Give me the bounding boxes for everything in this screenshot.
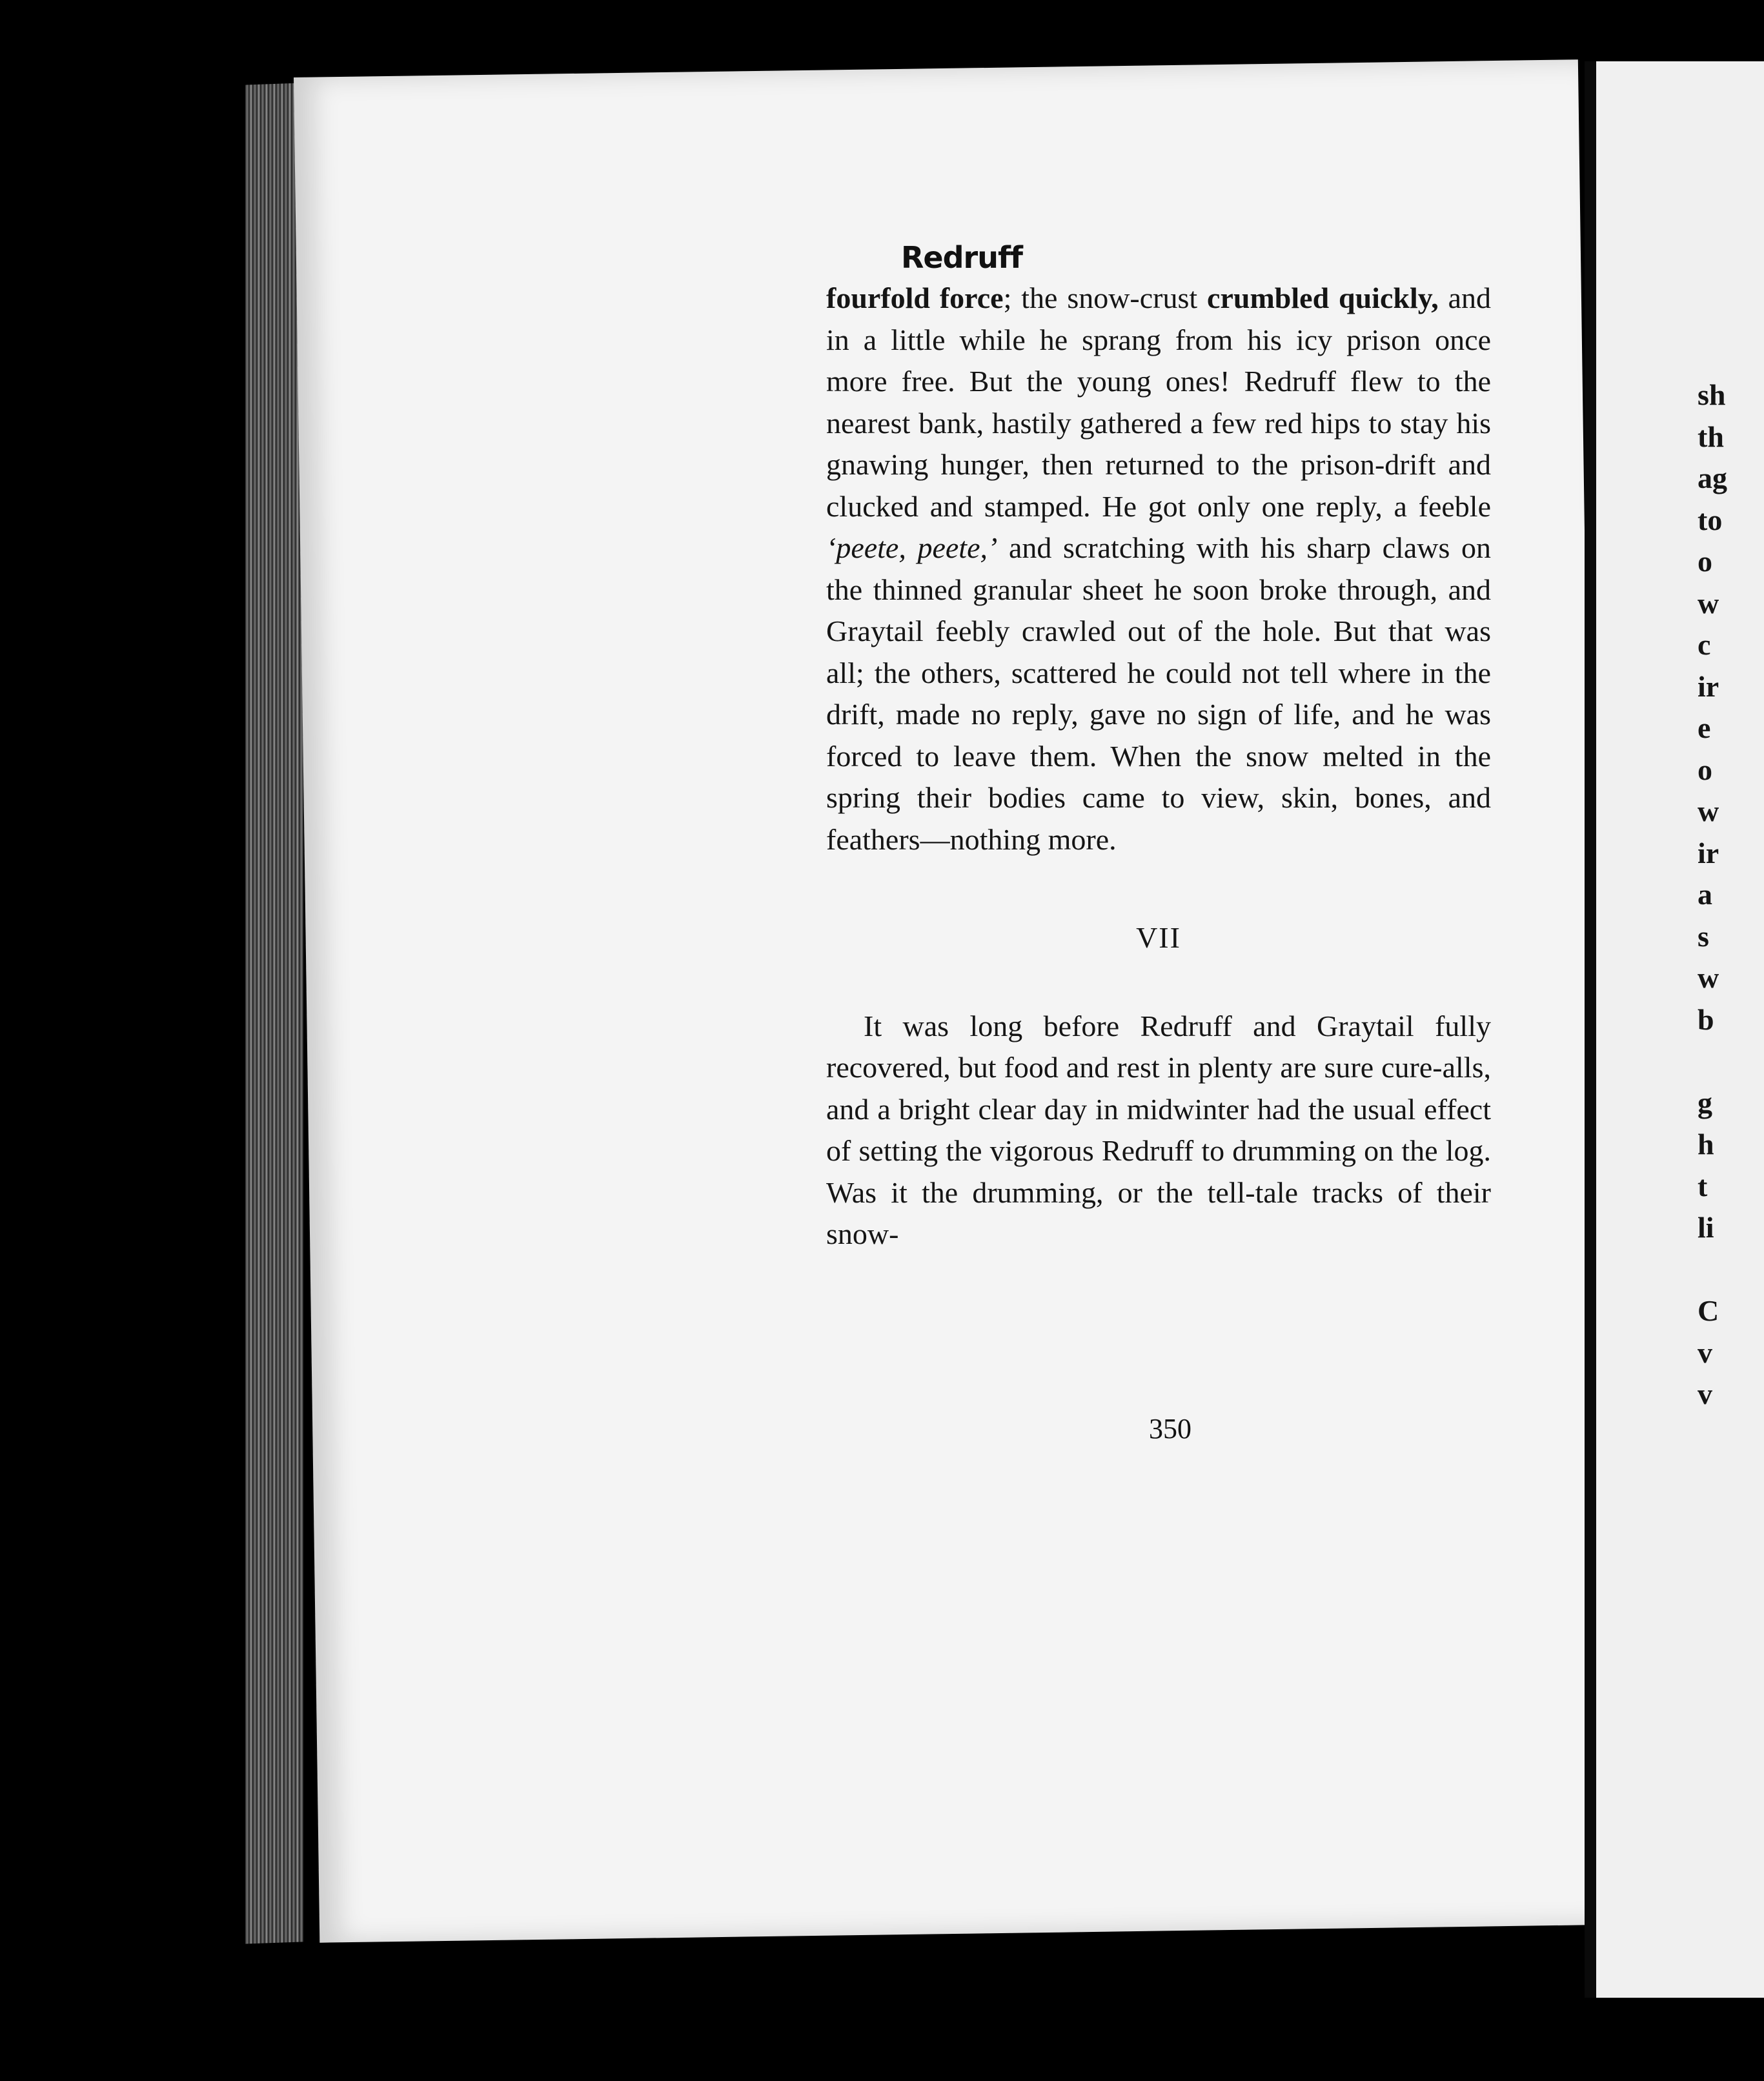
facing-fragment: to: [1698, 503, 1723, 536]
facing-fragment: e: [1698, 711, 1711, 744]
facing-fragment: w: [1698, 586, 1719, 620]
facing-fragment: w: [1698, 961, 1719, 994]
running-head: Redruff: [900, 240, 1022, 275]
facing-fragment: ag: [1698, 462, 1727, 494]
facing-fragment: a: [1698, 878, 1712, 911]
facing-fragment: [1698, 1249, 1723, 1291]
page-number: 350: [1149, 1413, 1191, 1445]
facing-page-fragments: [1698, 374, 1727, 1416]
facing-fragment: t: [1698, 1169, 1708, 1203]
facing-fragment: s: [1698, 919, 1709, 953]
facing-fragment: sh: [1698, 378, 1726, 411]
page-body: [826, 278, 1491, 1255]
para1-lead: fourfold force: [826, 281, 1004, 314]
facing-fragment: c: [1698, 628, 1711, 661]
facing-fragment: v: [1698, 1377, 1712, 1410]
facing-fragment: v: [1698, 1335, 1712, 1369]
para1-rest-b: and scratching with his sharp claws on the thinned granular sheet he soon broke through, and Graytail feebly crawled out of the hole. But that was all; the others, scattered he could not tell where in the drift, made no reply, gave no sign of life, and he was forced to leave them. When the snow melted in the spring their bodies came to view, skin, bones, and feathers—nothing more.: [826, 531, 1491, 856]
facing-fragment: th: [1698, 420, 1724, 453]
facing-fragment: w: [1698, 795, 1719, 827]
para1-italic: ‘peete, peete,’: [826, 531, 998, 564]
facing-fragment: b: [1698, 1002, 1714, 1036]
facing-fragment: [1698, 1040, 1723, 1082]
para1-mid-bold: crumbled quickly,: [1207, 281, 1439, 314]
para1-rest-a: and in a little while he sprang from his icy prison once more free. But the young ones! Redruff flew to the nearest bank, hastily gathered a few red hips to stay his gnawing hunger, then returned to the prison-drift and clucked and stamped. He got only one reply, a feeble: [826, 281, 1491, 523]
para1-mid: ; the snow-crust: [1003, 281, 1208, 314]
paragraph-2: It was long before Redruff and Graytail fully recovered, but food and rest in plenty are sure cure-alls, and a bright clear day in midwinter had the usual effect of setting the vigorous Redruff to drumming on the log. Was it the drumming, or the tell-tale tracks of their snow-: [826, 1009, 1491, 1250]
facing-fragment: o: [1698, 753, 1712, 786]
paragraph-1: [826, 278, 1491, 860]
facing-fragment: ir: [1698, 669, 1719, 703]
facing-fragment: C: [1698, 1294, 1719, 1327]
facing-fragment: o: [1698, 545, 1712, 578]
facing-fragment: h: [1698, 1128, 1714, 1161]
facing-fragment: li: [1698, 1211, 1714, 1244]
facing-fragment: g: [1698, 1086, 1712, 1119]
section-number: VII: [1136, 921, 1181, 954]
facing-fragment: ir: [1698, 836, 1719, 869]
book-page-right: [1585, 61, 1764, 1998]
page-edges: [245, 83, 303, 1944]
